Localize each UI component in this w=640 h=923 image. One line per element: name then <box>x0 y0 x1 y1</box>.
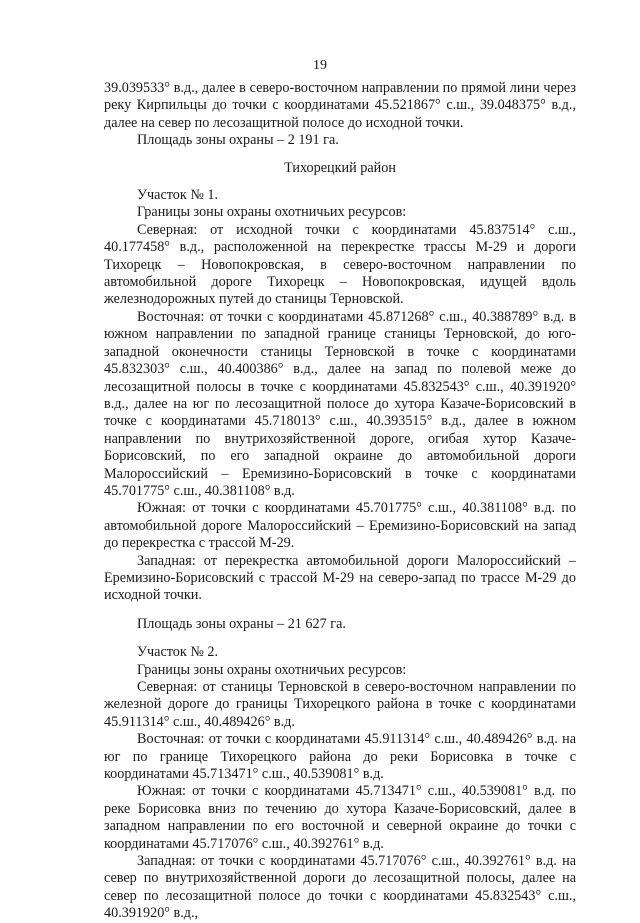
paragraph-east-boundary: Восточная: от точки с координатами 45.911314° с.ш., 40.489426° в.д. на юг по границе Тихорецкого района до реки Борисовка в точке с координатами 45.713471° с.ш., 40.539081° в.д. <box>104 731 576 783</box>
document-body <box>104 80 576 923</box>
paragraph-east-boundary: Восточная: от точки с координатами 45.871268° с.ш., 40.388789° в.д. в южном направлении по западной границе станицы Терновской, до юго-западной оконечности станицы Терновской в точке с координатами 45.832303° с.ш., 40.400386° в.д., далее на запад по полевой меже до лесозащитной полосы в точке с координатами 45.832543° с.ш., 40.391920° в.д., далее на юг по лесозащитной полосе до хутора Казаче-Борисовский в точке с координатами 45.718013° с.ш., 40.393515° в.д., далее в южном направлении по внутрихозяйственной дороге, огибая хутор Казаче-Борисовский, по его западной окраине до автомобильной дороги Малороссийский – Еремизино-Борисовский в точке с координатами 45.701775° с.ш., 40.381108° в.д. <box>104 308 576 499</box>
paragraph-west-boundary: Западная: от перекрестка автомобильной дороги Малороссийский – Еремизино-Борисовский с трассой М-29 на северо-запад по трассе М-29 до исходной точки. <box>104 552 576 604</box>
page-number: 19 <box>313 58 327 73</box>
paragraph-west-boundary: Западная: от точки с координатами 45.717076° с.ш., 40.392761° в.д. на север по внутрихозяйственной дороги до лесозащитной полосы, далее на север по лесозащитной полосе до точки с координатами 45.832543° с.ш., 40.391920° в.д., <box>104 853 576 922</box>
paragraph-north-boundary: Северная: от исходной точки с координатами 45.837514° с.ш., 40.177458° в.д., расположенной на перекрестке трассы М-29 и дороги Тихорецк – Новопокровская, в северо-восточном направлении по автомобильной дороге Тихорецк – Новопокровская, идущей вдоль железнодорожных путей до станицы Терновской. <box>104 221 576 308</box>
plot-title: Участок № 2. <box>137 644 219 661</box>
paragraph-south-boundary: Южная: от точки с координатами 45.713471° с.ш., 40.539081° в.д. по реке Борисовка вниз по течению до хутора Казаче-Борисовский, далее в западном направлении по его восточной и северной окраине до точки с координатами 45.717076° с.ш., 40.392761° в.д. <box>104 783 576 852</box>
section-heading: Тихорецкий район <box>284 159 396 176</box>
paragraph-area-total: Площадь зоны охраны – 2 191 га. <box>137 132 339 149</box>
paragraph-north-boundary: Северная: от станицы Терновской в северо-восточном направлении по железной дороге до границы Тихорецкого района в точке с координатами 45.911314° с.ш., 40.489426° в.д. <box>104 679 576 730</box>
paragraph-area-total: Площадь зоны охраны – 21 627 га. <box>137 615 346 632</box>
paragraph-south-boundary: Южная: от точки с координатами 45.701775° с.ш., 40.381108° в.д. по автомобильной дороге Малороссийский – Еремизино-Борисовский на запад до перекрестка с трассой М-29. <box>104 500 576 552</box>
paragraph: 39.039533° в.д., далее в северо-восточном направлении по прямой лини через реку Кирпильцы до точки с координатами 45.521867° с.ш., 39.048375° в.д., далее на север по лесозащитной полосе до исходной точки. <box>104 80 576 131</box>
paragraph: Границы зоны охраны охотничьих ресурсов: <box>137 661 407 678</box>
paragraph: Границы зоны охраны охотничьих ресурсов: <box>137 204 407 221</box>
plot-title: Участок № 1. <box>137 187 219 204</box>
